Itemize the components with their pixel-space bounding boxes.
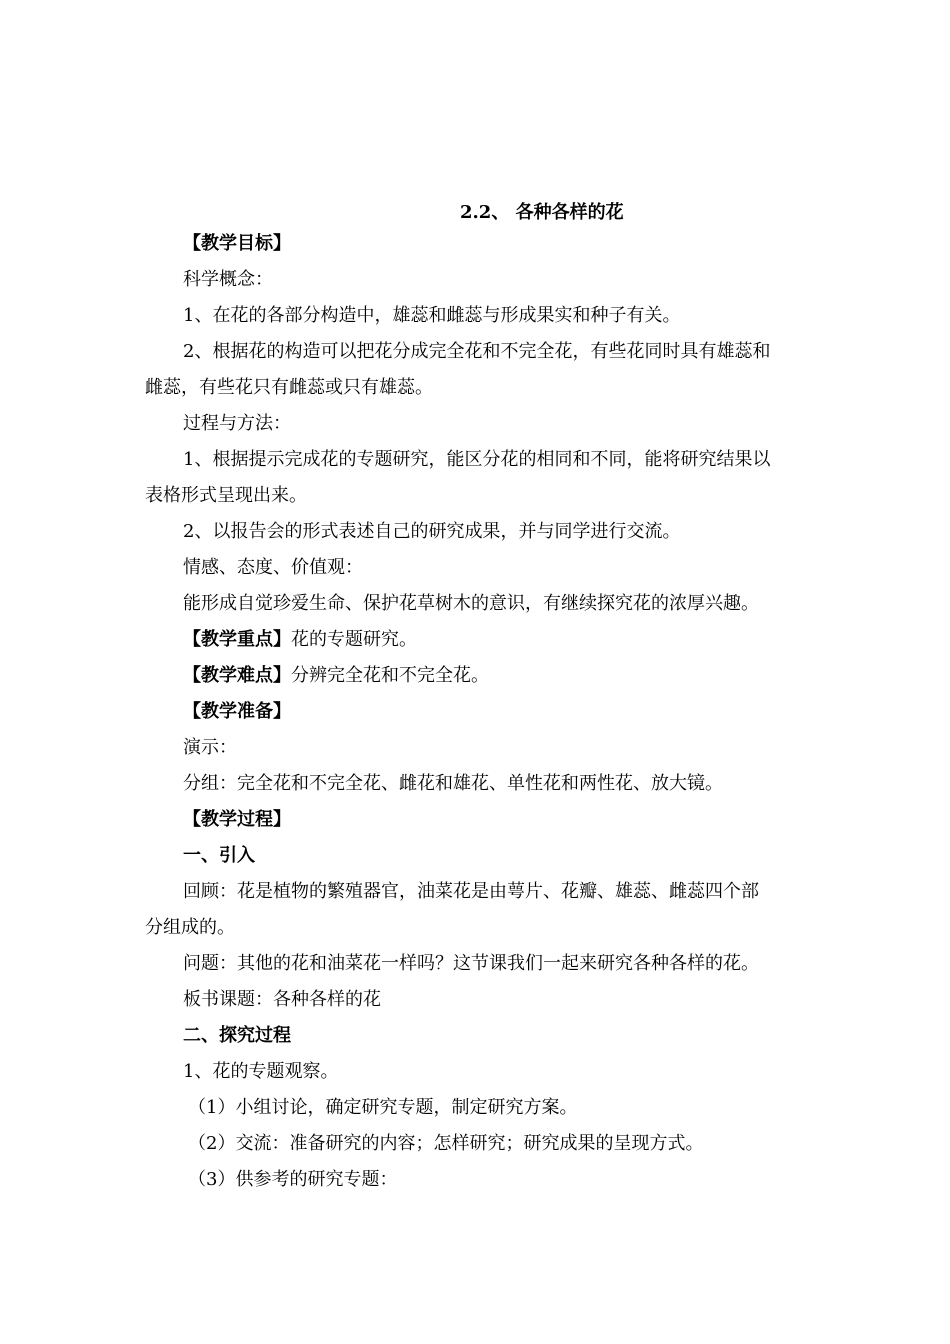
concept-item-2-line-1: 2、根据花的构造可以把花分成完全花和不完全花，有些花同时具有雄蕊和 (183, 341, 771, 362)
section-intro-heading: 一、引入 (183, 845, 255, 866)
key-point-text: 花的专题研究。 (291, 629, 417, 650)
attitude-label: 情感、态度、价值观： (183, 557, 363, 578)
group-materials: 分组：完全花和不完全花、雌花和雄花、单性花和两性花、放大镜。 (183, 773, 723, 794)
review-line-2: 分组成的。 (145, 917, 235, 938)
section-explore-heading: 二、探究过程 (183, 1025, 291, 1046)
preparation-heading: 【教学准备】 (183, 701, 291, 722)
board-topic: 板书课题：各种各样的花 (183, 989, 381, 1010)
step-1-2: （2）交流：准备研究的内容；怎样研究；研究成果的呈现方式。 (188, 1133, 704, 1154)
process-item-2: 2、以报告会的形式表述自己的研究成果，并与同学进行交流。 (183, 521, 681, 542)
concept-item-1: 1、在花的各部分构造中，雄蕊和雌蕊与形成果实和种子有关。 (183, 305, 681, 326)
process-label: 过程与方法： (183, 413, 291, 434)
question-text: 问题：其他的花和油菜花一样吗？这节课我们一起来研究各种各样的花。 (183, 953, 759, 974)
key-point-heading: 【教学重点】 (183, 629, 291, 650)
demo-label: 演示： (183, 737, 237, 758)
attitude-text: 能形成自觉珍爱生命、保护花草树木的意识，有继续探究花的浓厚兴趣。 (183, 593, 759, 614)
objectives-heading: 【教学目标】 (183, 233, 291, 254)
concept-label: 科学概念： (183, 269, 273, 290)
step-1-1: （1）小组讨论，确定研究专题，制定研究方案。 (188, 1097, 578, 1118)
step-1: 1、花的专题观察。 (183, 1061, 339, 1082)
process-item-1-line-1: 1、根据提示完成花的专题研究，能区分花的相同和不同，能将研究结果以 (183, 449, 771, 470)
step-1-3: （3）供参考的研究专题： (188, 1169, 398, 1190)
difficulty-row (183, 664, 848, 688)
difficulty-text: 分辨完全花和不完全花。 (291, 665, 489, 686)
concept-item-2-line-2: 雌蕊，有些花只有雌蕊或只有雄蕊。 (145, 377, 433, 398)
lesson-title: 2.2、 各种各样的花 (460, 202, 624, 223)
teaching-process-heading: 【教学过程】 (183, 809, 291, 830)
process-item-1-line-2: 表格形式呈现出来。 (145, 485, 307, 506)
key-point-row (183, 628, 848, 652)
review-line-1: 回顾：花是植物的繁殖器官，油菜花是由萼片、花瓣、雄蕊、雌蕊四个部 (183, 881, 759, 902)
difficulty-heading: 【教学难点】 (183, 665, 291, 686)
